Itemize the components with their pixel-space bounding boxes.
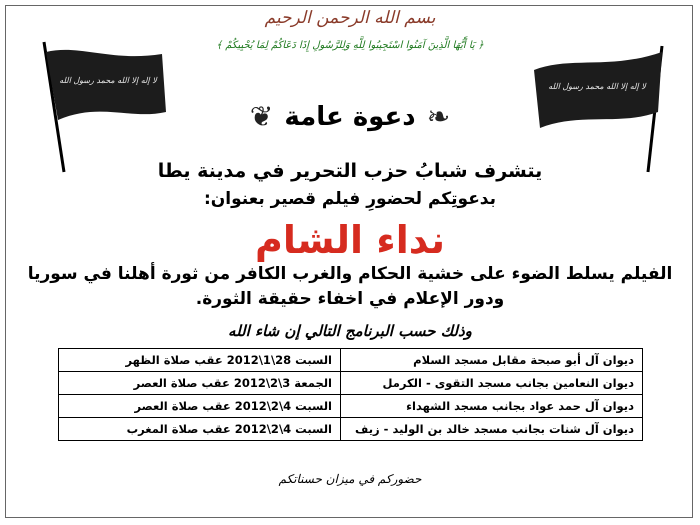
schedule-time: السبت 28\1\2012 عقب صلاة الظهر [59,349,341,372]
film-title: نداء الشام [255,218,445,262]
ornament-icon: ❦ [249,100,274,133]
schedule-table [58,348,643,441]
right-flag-text: لا إله إلا الله محمد رسول الله [548,82,646,91]
table-row [59,395,643,418]
title-row [0,100,700,133]
ornament-icon: ❧ [426,100,451,133]
schedule-time: السبت 4\2\2012 عقب صلاة العصر [59,395,341,418]
schedule-place: ديوان آل شنات بجانب مسجد خالد بن الوليد - زيف [341,418,643,441]
page-title: دعوة عامة [284,101,416,132]
table-row [59,349,643,372]
description-line-1: الفيلم يسلط الضوء على خشية الحكام والغرب الكافر من ثورة أهلنا في سوريا [27,264,673,284]
schedule-time: السبت 4\2\2012 عقب صلاة المغرب [59,418,341,441]
program-intro: وذلك حسب البرنامج التالي إن شاء الله [228,322,472,340]
description-line-2: ودور الإعلام في اخفاء حقيقة الثورة. [195,289,505,309]
schedule-place: ديوان آل حمد عواد بجانب مسجد الشهداء [341,395,643,418]
quran-verse: ﴿ يَا أَيُّهَا الَّذِينَ آمَنُوا اسْتَجِيبُوا لِلَّهِ وَلِلرَّسُولِ إِذَا دَعَاكُمْ لِمَا يُحْيِيكُمْ ﴾ [216,40,484,51]
left-flag-text: لا إله إلا الله محمد رسول الله [59,76,157,85]
table-row [59,418,643,441]
schedule-time: الجمعة 3\2\2012 عقب صلاة العصر [59,372,341,395]
closing-note: حضوركم في ميزان حسناتكم [278,472,422,486]
table-row [59,372,643,395]
basmala: بسم الله الرحمن الرحيم [264,8,436,28]
schedule-place: ديوان النعامين بجانب مسجد التقوى - الكرمل [341,372,643,395]
intro-line-2: بدعوتِكم لحضورِ فيلم قصير بعنوان: [203,189,497,209]
schedule-place: ديوان آل أبو صبحة مقابل مسجد السلام [341,349,643,372]
intro-line-1: يتشرف شبابُ حزب التحرير في مدينة يطا [157,160,543,182]
